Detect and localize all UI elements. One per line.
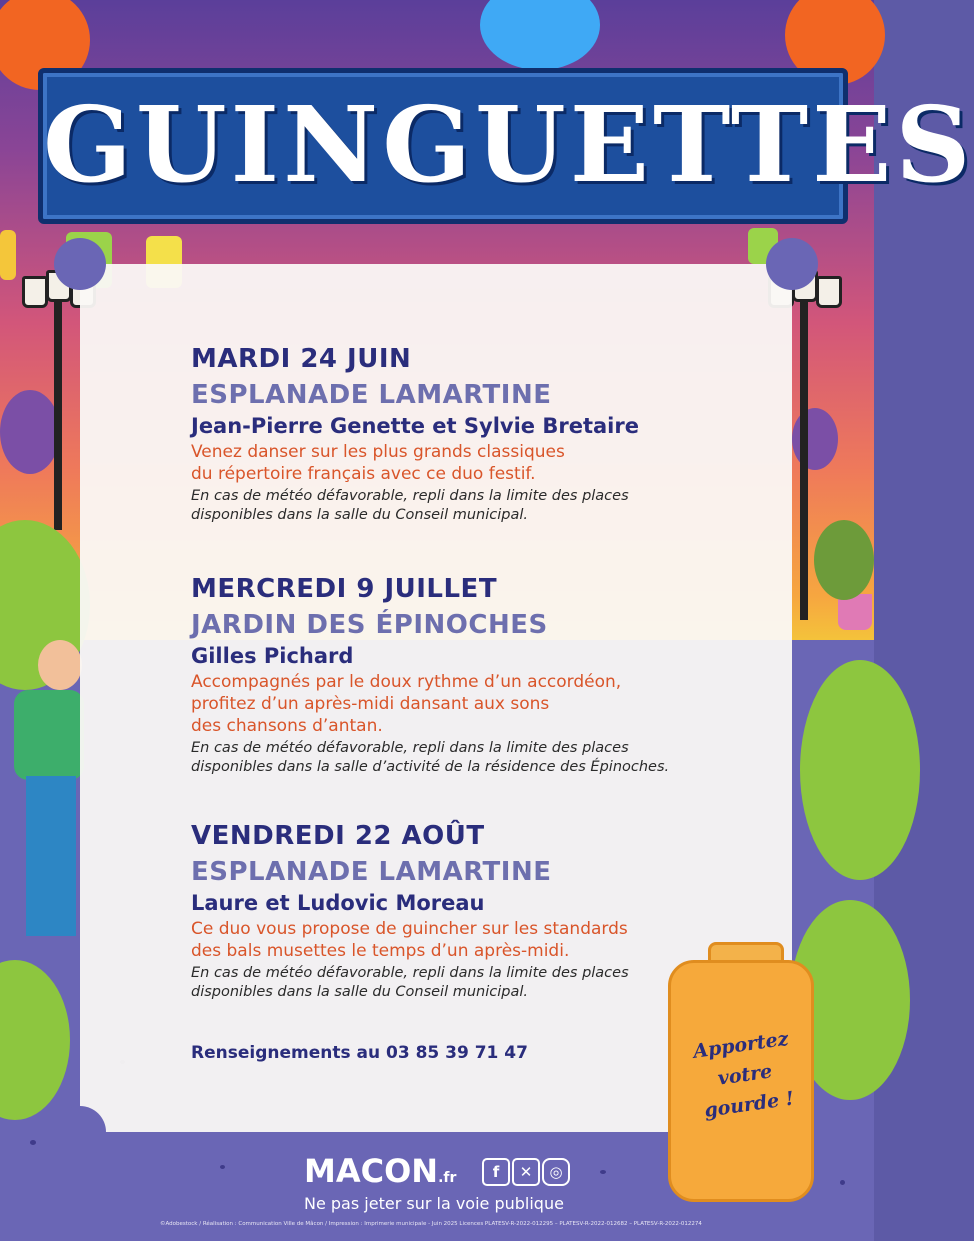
- lantern-purple: [792, 408, 838, 470]
- event-date: MERCREDI 9 JUILLET: [191, 574, 498, 604]
- logo-suffix: .fr: [438, 1170, 457, 1186]
- card-corner: [766, 238, 818, 290]
- person-jeans: [26, 776, 76, 936]
- ground-speck: [600, 1170, 606, 1174]
- event-description-line: profitez d’un après-midi dansant aux sons: [191, 694, 550, 714]
- instagram-icon[interactable]: ◎: [542, 1158, 570, 1186]
- facebook-icon[interactable]: f: [482, 1158, 510, 1186]
- page-title: GUINGUETTES: [43, 83, 974, 206]
- event-place: ESPLANADE LAMARTINE: [191, 857, 552, 887]
- event-2: [191, 574, 669, 777]
- event-note-line: disponibles dans la salle du Conseil municipal.: [191, 984, 528, 1000]
- event-description-line: Ce duo vous propose de guincher sur les standards: [191, 919, 628, 939]
- event-artist: Jean-Pierre Genette et Sylvie Bretaire: [191, 414, 639, 438]
- event-note-line: En cas de météo défavorable, repli dans la limite des places: [191, 488, 629, 504]
- event-note-line: disponibles dans la salle du Conseil municipal.: [191, 507, 528, 523]
- event-description-line: du répertoire français avec ce duo festif.: [191, 464, 536, 484]
- event-note-line: En cas de météo défavorable, repli dans la limite des places: [191, 965, 629, 981]
- event-note-line: En cas de météo défavorable, repli dans la limite des places: [191, 740, 629, 756]
- card-corner: [54, 238, 106, 290]
- title-sign: [38, 68, 974, 224]
- person-sweater: [14, 690, 84, 780]
- bottle-line: votre: [716, 1060, 774, 1090]
- tagline: Ne pas jeter sur la voie publique: [304, 1194, 564, 1213]
- macon-logo[interactable]: [304, 1152, 456, 1190]
- bottle-message: [684, 1023, 805, 1127]
- bottle-line: gourde !: [703, 1087, 796, 1122]
- lamp-post: [54, 290, 62, 530]
- event-date: VENDREDI 22 AOÛT: [191, 821, 485, 851]
- info-phone: Renseignements au 03 85 39 71 47: [191, 1043, 528, 1063]
- event-description-line: Accompagnés par le doux rythme d’un accordéon,: [191, 672, 622, 692]
- credits: ©Adobestock / Réalisation : Communication Ville de Mâcon / Impression : Imprimerie municipale - Juin 2025 Licences PLATESV-R-2022-012295 – PLATESV-R-2022-012682 – PLATESV-R-2022-012274: [160, 1221, 702, 1227]
- bottle-line: Apportez: [691, 1027, 790, 1063]
- person-head: [38, 640, 82, 690]
- event-artist: Gilles Pichard: [191, 644, 354, 668]
- event-place: JARDIN DES ÉPINOCHES: [191, 610, 548, 640]
- bush: [800, 660, 920, 880]
- lantern-purple: [0, 390, 60, 474]
- event-note-line: disponibles dans la salle d’activité de la résidence des Épinoches.: [191, 759, 670, 775]
- ground-speck: [840, 1180, 845, 1185]
- lamp-head: [22, 276, 48, 308]
- lamp-post: [800, 290, 808, 620]
- lantern-yellow: [0, 230, 16, 280]
- ground-speck: [30, 1140, 36, 1145]
- event-description-line: Venez danser sur les plus grands classiques: [191, 442, 565, 462]
- event-description-line: des chansons d’antan.: [191, 716, 383, 736]
- event-date: MARDI 24 JUIN: [191, 344, 412, 374]
- logo-text: MACON: [304, 1152, 439, 1190]
- card-corner: [54, 1106, 106, 1158]
- x-icon[interactable]: ✕: [512, 1158, 540, 1186]
- event-place: ESPLANADE LAMARTINE: [191, 380, 552, 410]
- lamp-head: [816, 276, 842, 308]
- ground-speck: [220, 1165, 225, 1169]
- event-3: [191, 821, 629, 1002]
- event-description-line: des bals musettes le temps d’un après-midi.: [191, 941, 570, 961]
- event-artist: Laure et Ludovic Moreau: [191, 891, 485, 915]
- plant-leaves: [814, 520, 874, 600]
- event-1: [191, 344, 639, 525]
